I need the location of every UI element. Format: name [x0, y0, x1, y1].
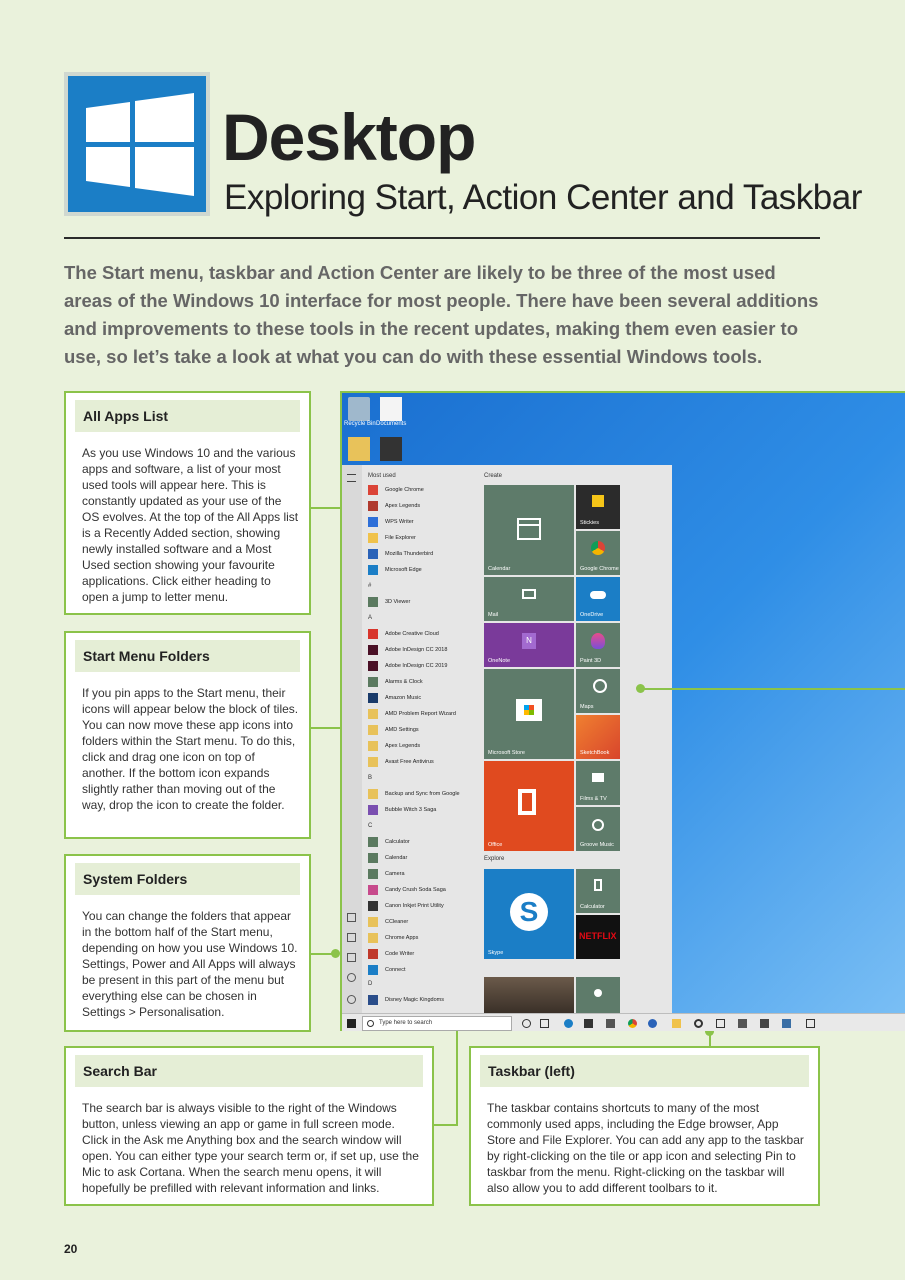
app-name: Backup and Sync from Google: [385, 791, 460, 797]
page-subtitle: Exploring Start, Action Center and Taskbar: [224, 178, 862, 217]
page-title: Desktop: [222, 100, 476, 174]
taskbar: [342, 1013, 905, 1031]
app-name: CCleaner: [385, 919, 409, 925]
app-name: Candy Crush Soda Saga: [385, 887, 446, 893]
app-icon: [368, 869, 378, 879]
recycle-bin-icon[interactable]: [348, 397, 370, 421]
windows-icon: [68, 76, 206, 212]
calculator-icon: [594, 879, 602, 891]
callout-body: The taskbar contains shortcuts to many of the most commonly used apps, including the Edge browser, App Store and File Explorer. You can add any app to the taskbar by right-clicking on the tile or app icon and selecting Pin to taskbar from the menu. Right-clicking on the taskbar will also allow you to add different toolbars to it.: [487, 1101, 804, 1195]
tile-calendar[interactable]: [484, 485, 574, 575]
pictures-icon[interactable]: [347, 953, 356, 962]
mail-icon: [522, 589, 536, 599]
edge-icon[interactable]: [564, 1019, 573, 1028]
app-name: Adobe Creative Cloud: [385, 631, 439, 637]
skype-icon: S: [510, 893, 548, 931]
app-name: Canon Inkjet Print Utility: [385, 903, 444, 909]
tile-sketchbook[interactable]: [576, 715, 620, 759]
documents-icon[interactable]: [347, 933, 356, 942]
app-name: Avast Free Antivirus: [385, 759, 434, 765]
callout-body: You can change the folders that appear in the bottom half of the Start menu, depending on how you use Windows 10. Settings, Power and All Apps will always be present in this part of the menu but everything else can be chosen in Settings > Personalisation.: [82, 909, 298, 1019]
tile-chrome[interactable]: [576, 531, 620, 575]
taskbar-search-box[interactable]: [362, 1016, 512, 1031]
tile-label: Maps: [580, 704, 594, 710]
tile-stickies[interactable]: [576, 485, 620, 529]
task-view-icon[interactable]: [540, 1019, 549, 1028]
tile-label: OneNote: [488, 658, 511, 664]
lightbulb-icon: [594, 989, 602, 997]
app-name: Disney Magic Kingdoms: [385, 997, 444, 1003]
start-rail: [342, 465, 362, 1013]
netflix-wordmark: NETFLIX: [579, 931, 617, 941]
app-name: Bubble Witch 3 Saga: [385, 807, 437, 813]
app-name: AMD Settings: [385, 727, 419, 733]
app-name: File Explorer: [385, 535, 416, 541]
app-icon: [368, 741, 378, 751]
app-name: Amazon Music: [385, 695, 422, 701]
app-name: Adobe InDesign CC 2019: [385, 663, 448, 669]
connector-dot: [636, 684, 645, 693]
tile-label: Films & TV: [580, 796, 607, 802]
app-name: 3D Viewer: [385, 599, 411, 605]
calculator-icon[interactable]: [806, 1019, 815, 1028]
tile-maps[interactable]: [576, 669, 620, 713]
jump-letter-heading[interactable]: D: [368, 981, 373, 987]
tile-label: SketchBook: [580, 750, 610, 756]
app-icon: [368, 805, 378, 815]
app-icon: [368, 885, 378, 895]
search-placeholder: Type here to search: [379, 1020, 433, 1026]
onenote-icon: N: [522, 633, 536, 649]
all-apps-list: [362, 465, 480, 1013]
windows-logo: [64, 72, 210, 216]
app-icon: [368, 995, 378, 1005]
explore-heading: Explore: [484, 856, 505, 862]
app-icon: [368, 501, 378, 511]
tile-label: Skype: [488, 950, 504, 956]
callout-body: As you use Windows 10 and the various apps and software, a list of your most used tools will appear here. This is constantly updated as your use of the OS evolves. At the top of the All Apps list is a Recently Added section, showing newly installed software and a Most Used section showing your favourite applications. Click either heading to open a jump to letter menu.: [82, 446, 299, 604]
jump-letter-heading[interactable]: C: [368, 823, 373, 829]
thunderbird-icon[interactable]: [648, 1019, 657, 1028]
app-name: Calculator: [385, 839, 410, 845]
search-icon: [367, 1020, 374, 1027]
app-icon: [368, 693, 378, 703]
app-icon: [368, 533, 378, 543]
app-name: Apex Legends: [385, 743, 421, 749]
settings-icon[interactable]: [347, 973, 356, 982]
cortana-icon[interactable]: [522, 1019, 531, 1028]
intro-paragraph: The Start menu, taskbar and Action Center are likely to be three of the most used areas of the Windows 10 interface for most people. There have been several additions and improvements to these tools in the recent updates, making them even easier to use, so let’s take a look at what you can do with these essential Windows tools.: [64, 262, 819, 367]
start-menu: [342, 465, 672, 1013]
photos-icon[interactable]: [738, 1019, 747, 1028]
app-name: Apex Legends: [385, 503, 421, 509]
calendar-icon[interactable]: [716, 1019, 725, 1028]
calendar-icon: [484, 485, 574, 555]
tile-tips[interactable]: [576, 977, 620, 1013]
app-name: Adobe InDesign CC 2018: [385, 647, 448, 653]
tile-game-preview[interactable]: [484, 977, 574, 1013]
office-icon: [518, 789, 536, 815]
callout-body: The search bar is always visible to the right of the Windows button, unless viewing an app or game in full screen mode. Click in the Ask me Anything box and the search window will open. You can either type your search term or, if set up, use the Mic to ask Cortana. When the search menu opens, it will hopefully be prefilled with relevant information and links.: [82, 1101, 419, 1195]
callout-start-folders: [64, 631, 311, 839]
chrome-icon[interactable]: [628, 1019, 637, 1028]
power-icon[interactable]: [347, 995, 356, 1004]
desktop-folder-icon[interactable]: [348, 437, 370, 461]
connector-line: [456, 1021, 458, 1125]
desktop-icon-label: Recycle Bin: [344, 421, 376, 427]
app-icon: [368, 789, 378, 799]
tile-label: Mail: [488, 612, 499, 618]
create-heading: Create: [484, 473, 503, 479]
callout-heading: Search Bar: [75, 1055, 423, 1087]
tile-calculator[interactable]: [576, 869, 620, 913]
tile-paint3d[interactable]: [576, 623, 620, 667]
connector-line: [640, 688, 905, 690]
app-icon: [368, 853, 378, 863]
tile-skype[interactable]: [484, 869, 574, 959]
app-name: WPS Writer: [385, 519, 414, 525]
app-icon: [368, 597, 378, 607]
tile-netflix[interactable]: [576, 915, 620, 959]
mail-icon[interactable]: [606, 1019, 615, 1028]
callout-search-bar: [64, 1046, 434, 1206]
callout-all-apps: [64, 391, 311, 615]
stickies-icon: [592, 495, 604, 507]
app-icon: [368, 757, 378, 767]
desktop-app-icon[interactable]: [380, 437, 402, 461]
jump-letter-heading[interactable]: A: [368, 615, 373, 621]
app-name: Google Chrome: [385, 487, 424, 493]
tile-label: Google Chrome: [580, 566, 619, 572]
jump-letter-heading[interactable]: B: [368, 775, 373, 781]
app-icon: [368, 485, 378, 495]
store-logo-icon: [524, 705, 534, 715]
tile-onedrive[interactable]: [576, 577, 620, 621]
desktop-icon-label: Documents: [376, 421, 407, 427]
page-number: 20: [64, 1242, 78, 1256]
store-icon[interactable]: [584, 1019, 593, 1028]
app-name: Mozilla Thunderbird: [385, 551, 434, 557]
tile-label: Stickies: [580, 520, 599, 526]
jump-letter-heading[interactable]: #: [368, 583, 372, 589]
connector-line: [434, 1124, 458, 1126]
tile-label: Calculator: [580, 904, 605, 910]
windows-start-icon[interactable]: [347, 1019, 356, 1028]
header-divider: [64, 237, 820, 239]
groove-icon: [592, 819, 604, 831]
app-icon: [368, 565, 378, 575]
app-icon: [368, 709, 378, 719]
maps-icon: [593, 679, 607, 693]
settings-icon[interactable]: [694, 1019, 703, 1028]
app-icon: [368, 933, 378, 943]
tile-groove[interactable]: [576, 807, 620, 851]
app-name: Alarms & Clock: [385, 679, 423, 685]
app-name: Connect: [385, 967, 406, 973]
app-icon: [368, 725, 378, 735]
most-used-heading[interactable]: Most used: [368, 473, 396, 479]
documents-icon[interactable]: [380, 397, 402, 421]
app-icon: [368, 645, 378, 655]
tile-label: Calendar: [488, 566, 511, 572]
app-icon: [368, 965, 378, 975]
callout-heading: All Apps List: [75, 400, 300, 432]
app-name: Chrome Apps: [385, 935, 419, 941]
app-icon[interactable]: [782, 1019, 791, 1028]
tile-onenote[interactable]: [484, 623, 574, 667]
app-icon: [368, 949, 378, 959]
app-name: Camera: [385, 871, 405, 877]
hamburger-icon[interactable]: [347, 474, 356, 482]
callout-system-folders: [64, 854, 311, 1032]
callout-heading: System Folders: [75, 863, 300, 895]
callout-heading: Taskbar (left): [480, 1055, 809, 1087]
app-name: Code Writer: [385, 951, 415, 957]
tile-mail[interactable]: [484, 577, 574, 621]
tile-label: Groove Music: [580, 842, 614, 848]
paint3d-icon: [591, 633, 605, 649]
app-icon[interactable]: [760, 1019, 769, 1028]
tile-label: OneDrive: [580, 612, 604, 618]
cloud-icon: [590, 591, 606, 599]
tile-store[interactable]: [484, 669, 574, 759]
app-name: Microsoft Edge: [385, 567, 422, 573]
app-icon: [368, 677, 378, 687]
app-icon: [368, 549, 378, 559]
app-icon: [368, 661, 378, 671]
app-name: Calendar: [385, 855, 408, 861]
app-icon: [368, 629, 378, 639]
app-icon: [368, 837, 378, 847]
user-icon[interactable]: [347, 913, 356, 922]
tile-office[interactable]: [484, 761, 574, 851]
tile-label: Paint 3D: [580, 658, 602, 664]
callout-taskbar-left: [469, 1046, 820, 1206]
start-menu-screenshot: [340, 391, 905, 1031]
connector-dot: [331, 949, 340, 958]
tile-label: Microsoft Store: [488, 750, 525, 756]
app-name: AMD Problem Report Wizard: [385, 711, 456, 717]
callout-body: If you pin apps to the Start menu, their icons will appear below the block of tiles. You can now move these app icons into folders within the Start menu. To do this, click and drag one icon on top of another. If the bottom icon expands slightly rather than moving out of the way, drop the icon to create the folder.: [82, 686, 299, 812]
app-icon: [368, 917, 378, 927]
file-explorer-icon[interactable]: [672, 1019, 681, 1028]
callout-heading: Start Menu Folders: [75, 640, 300, 672]
chrome-icon: [591, 541, 605, 555]
app-icon: [368, 517, 378, 527]
tile-films[interactable]: [576, 761, 620, 805]
clapperboard-icon: [592, 773, 604, 782]
app-icon: [368, 901, 378, 911]
tile-label: Office: [488, 842, 503, 848]
